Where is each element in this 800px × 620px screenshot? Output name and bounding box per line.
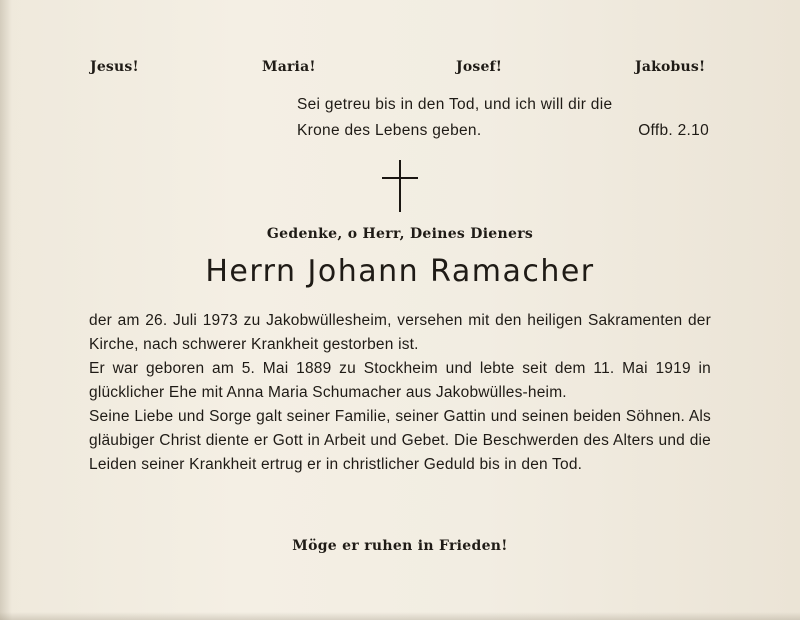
verse-line-2-row [297, 118, 709, 144]
verse-reference: Offb. 2.10 [638, 122, 709, 139]
intro-line: Gedenke, o Herr, Deines Dieners [266, 226, 534, 242]
verse-line-2: Krone des Lebens geben. [297, 122, 482, 139]
deceased-name: Herrn Johann Ramacher [205, 254, 595, 289]
header-name-jakobus: Jakobus! [635, 59, 706, 75]
paragraph-life: Seine Liebe und Sorge galt seiner Familie, seiner Gattin und seinen beiden Söhnen. Als gläubiger Christ diente er Gott in Arbeit und Gebet. Die Beschwerden des Alters und die Leiden seiner Krankheit ertrug er in christlicher Geduld bis in den Tod. [89, 408, 711, 473]
verse-line-1: Sei getreu bis in den Tod, und ich will dir die [297, 96, 613, 113]
bottom-edge-shadow [0, 612, 800, 620]
paragraph-birth-marriage: Er war geboren am 5. Mai 1889 zu Stockheim und lebte seit dem 11. Mai 1919 in glücklicher Ehe mit Anna Maria Schumacher aus Jakobwülles-heim. [89, 360, 711, 401]
biography-text [89, 309, 711, 477]
header-name-jesus: Jesus! [90, 59, 139, 75]
cross-icon [382, 160, 418, 212]
header-name-josef: Josef! [456, 59, 503, 75]
paragraph-death: der am 26. Juli 1973 zu Jakobwüllesheim, versehen mit den heiligen Sakramenten der Kirche, nach schwerer Krankheit gestorben ist. [89, 312, 711, 353]
fold-shadow [0, 0, 12, 620]
header-name-maria: Maria! [262, 59, 316, 75]
closing-line: Möge er ruhen in Frieden! [292, 538, 508, 554]
